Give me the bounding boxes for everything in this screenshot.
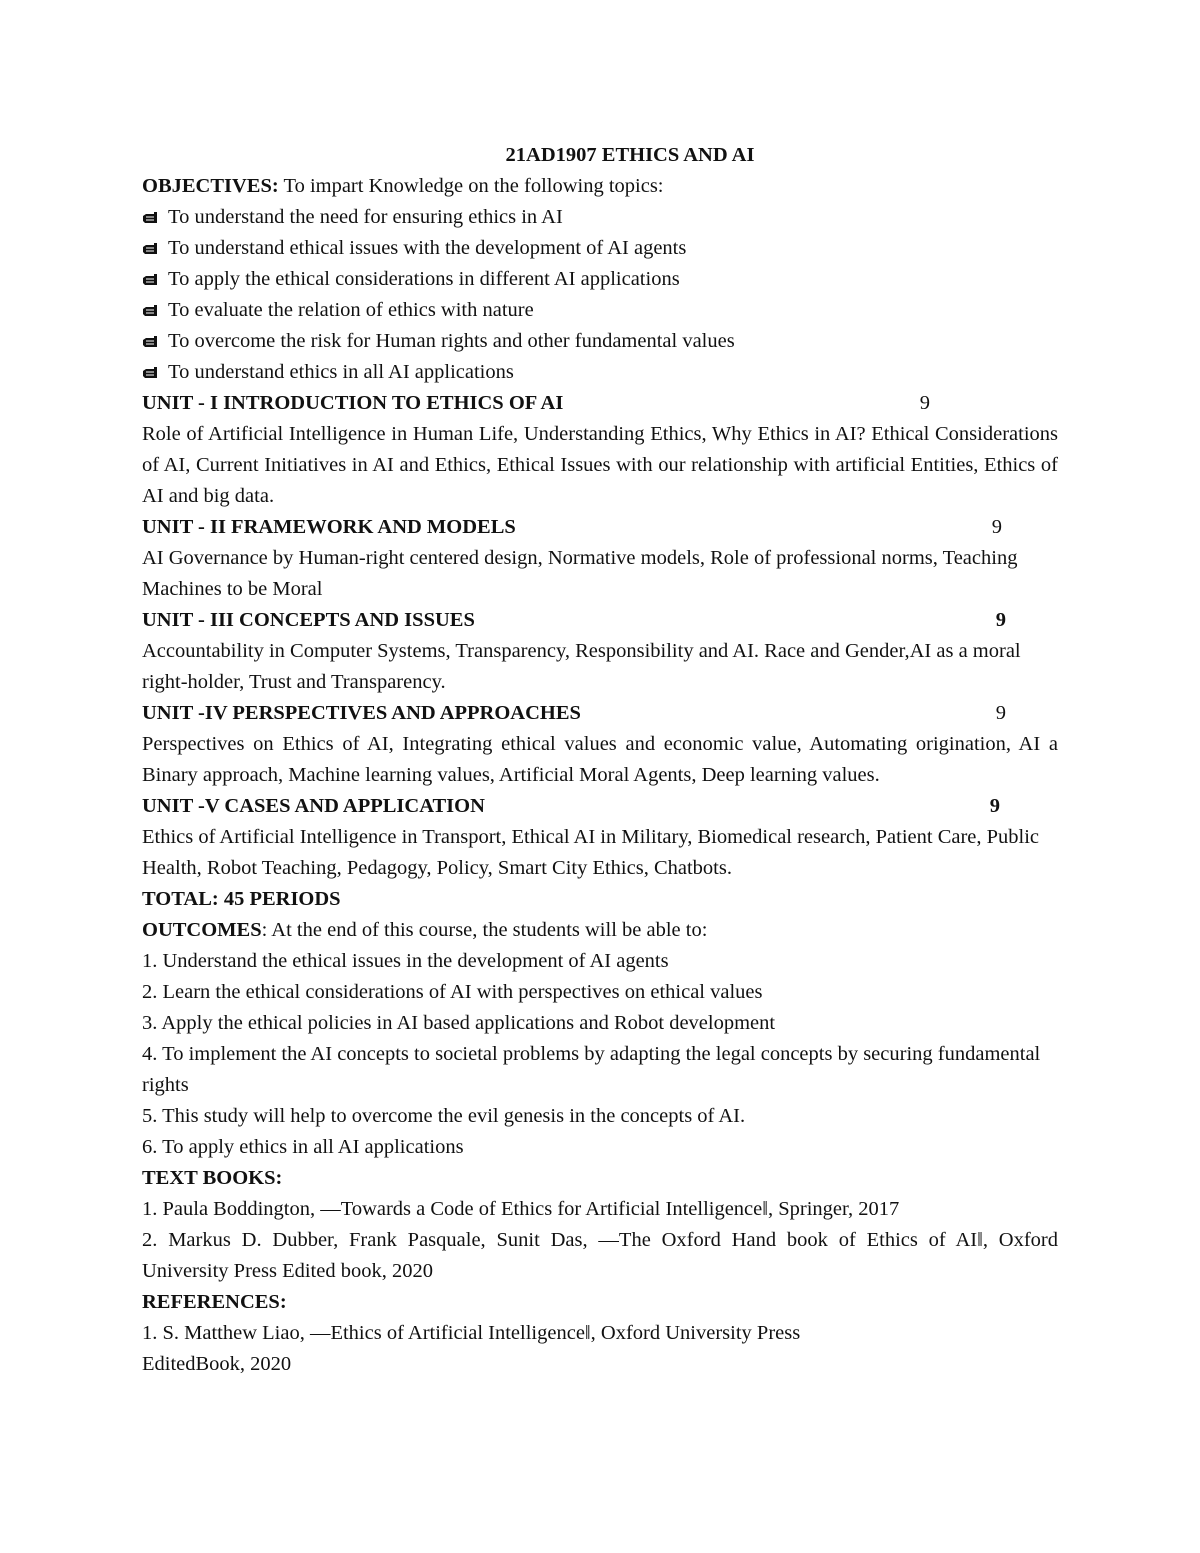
reference-item: 1. S. Matthew Liao, ―Ethics of Artificial Intelligence‖, Oxford University Press <box>142 1322 801 1344</box>
objective-item <box>142 264 1058 295</box>
unit-hours: 9 <box>989 795 1000 817</box>
text-book-item: 1. Paula Boddington, ―Towards a Code of Ethics for Artificial Intelligence‖, Springer, 2017 <box>142 1198 900 1220</box>
unit-heading: UNIT - I INTRODUCTION TO ETHICS OF AI <box>142 392 564 414</box>
unit-content: AI Governance by Human-right centered design, Normative models, Role of professional norms, Teaching Machines to be Moral <box>142 547 1018 600</box>
pointing-hand-icon <box>142 334 158 348</box>
objectives-intro: To impart Knowledge on the following topics: <box>278 175 664 197</box>
objective-text: To understand the need for ensuring ethics in AI <box>168 206 563 228</box>
text-book-item: 2. Markus D. Dubber, Frank Pasquale, Sunit Das, ―The Oxford Hand book of Ethics of AI‖, Oxford University Press Edited book, 2020 <box>142 1229 1058 1282</box>
objective-item <box>142 357 1058 388</box>
objective-text: To understand ethics in all AI applications <box>168 361 514 383</box>
objectives-header <box>142 171 1058 202</box>
unit-heading: UNIT -V CASES AND APPLICATION <box>142 795 485 817</box>
objective-item <box>142 326 1058 357</box>
unit-2-header <box>142 512 1058 543</box>
unit-1-header <box>142 388 1058 419</box>
objective-text: To understand ethical issues with the development of AI agents <box>168 237 687 259</box>
unit-3-header <box>142 605 1058 636</box>
pointing-hand-icon <box>142 365 158 379</box>
pointing-hand-icon <box>142 272 158 286</box>
total-periods: TOTAL: 45 PERIODS <box>142 888 341 910</box>
outcome-item: 3. Apply the ethical policies in AI based applications and Robot development <box>142 1012 776 1034</box>
outcome-item: 2. Learn the ethical considerations of AI with perspectives on ethical values <box>142 981 763 1003</box>
unit-4-header <box>142 698 1058 729</box>
text-books-label: TEXT BOOKS: <box>142 1167 283 1189</box>
outcome-item: 4. To implement the AI concepts to societal problems by adapting the legal concepts by securing fundamental rights <box>142 1043 1041 1096</box>
unit-content: Perspectives on Ethics of AI, Integrating ethical values and economic value, Automating origination, AI a Binary approach, Machine learning values, Artificial Moral Agents, Deep learning values. <box>142 733 1058 786</box>
outcome-item: 6. To apply ethics in all AI applications <box>142 1136 464 1158</box>
unit-hours: 9 <box>919 392 930 414</box>
outcome-item: 5. This study will help to overcome the evil genesis in the concepts of AI. <box>142 1105 746 1127</box>
unit-heading: UNIT -IV PERSPECTIVES AND APPROACHES <box>142 702 581 724</box>
unit-hours: 9 <box>995 609 1006 631</box>
references-label: REFERENCES: <box>142 1291 287 1313</box>
objective-text: To apply the ethical considerations in different AI applications <box>168 268 680 290</box>
pointing-hand-icon <box>142 303 158 317</box>
objectives-list <box>142 202 1058 388</box>
course-title: 21AD1907 ETHICS AND AI <box>505 144 755 166</box>
syllabus-page <box>142 140 1058 1380</box>
objectives-label: OBJECTIVES: <box>142 175 279 197</box>
outcomes-label: OUTCOMES <box>142 919 262 941</box>
unit-content: Role of Artificial Intelligence in Human Life, Understanding Ethics, Why Ethics in AI? Ethical Considerations of AI, Current Initiatives in AI and Ethics, Ethical Issues with our relationship with artificial Entities, Ethics of AI and big data. <box>142 423 1058 507</box>
objective-text: To overcome the risk for Human rights and other fundamental values <box>168 330 735 352</box>
outcomes-intro: : At the end of this course, the students will be able to: <box>261 919 708 941</box>
reference-item: EditedBook, 2020 <box>142 1353 292 1375</box>
text-books-list <box>142 1194 1058 1287</box>
unit-hours: 9 <box>991 516 1002 538</box>
objective-item <box>142 295 1058 326</box>
unit-hours: 9 <box>995 702 1006 724</box>
outcomes-header <box>142 915 1058 946</box>
unit-heading: UNIT - III CONCEPTS AND ISSUES <box>142 609 475 631</box>
unit-heading: UNIT - II FRAMEWORK AND MODELS <box>142 516 516 538</box>
objective-item <box>142 202 1058 233</box>
pointing-hand-icon <box>142 241 158 255</box>
pointing-hand-icon <box>142 210 158 224</box>
outcomes-list <box>142 946 1058 1163</box>
references-list <box>142 1318 1058 1380</box>
objective-item <box>142 233 1058 264</box>
unit-content: Accountability in Computer Systems, Transparency, Responsibility and AI. Race and Gender,AI as a moral right-holder, Trust and Transparency. <box>142 640 1021 693</box>
unit-content: Ethics of Artificial Intelligence in Transport, Ethical AI in Military, Biomedical research, Patient Care, Public Health, Robot Teaching, Pedagogy, Policy, Smart City Ethics, Chatbots. <box>142 826 1040 879</box>
outcome-item: 1. Understand the ethical issues in the development of AI agents <box>142 950 669 972</box>
unit-5-header <box>142 791 1058 822</box>
objective-text: To evaluate the relation of ethics with nature <box>168 299 534 321</box>
